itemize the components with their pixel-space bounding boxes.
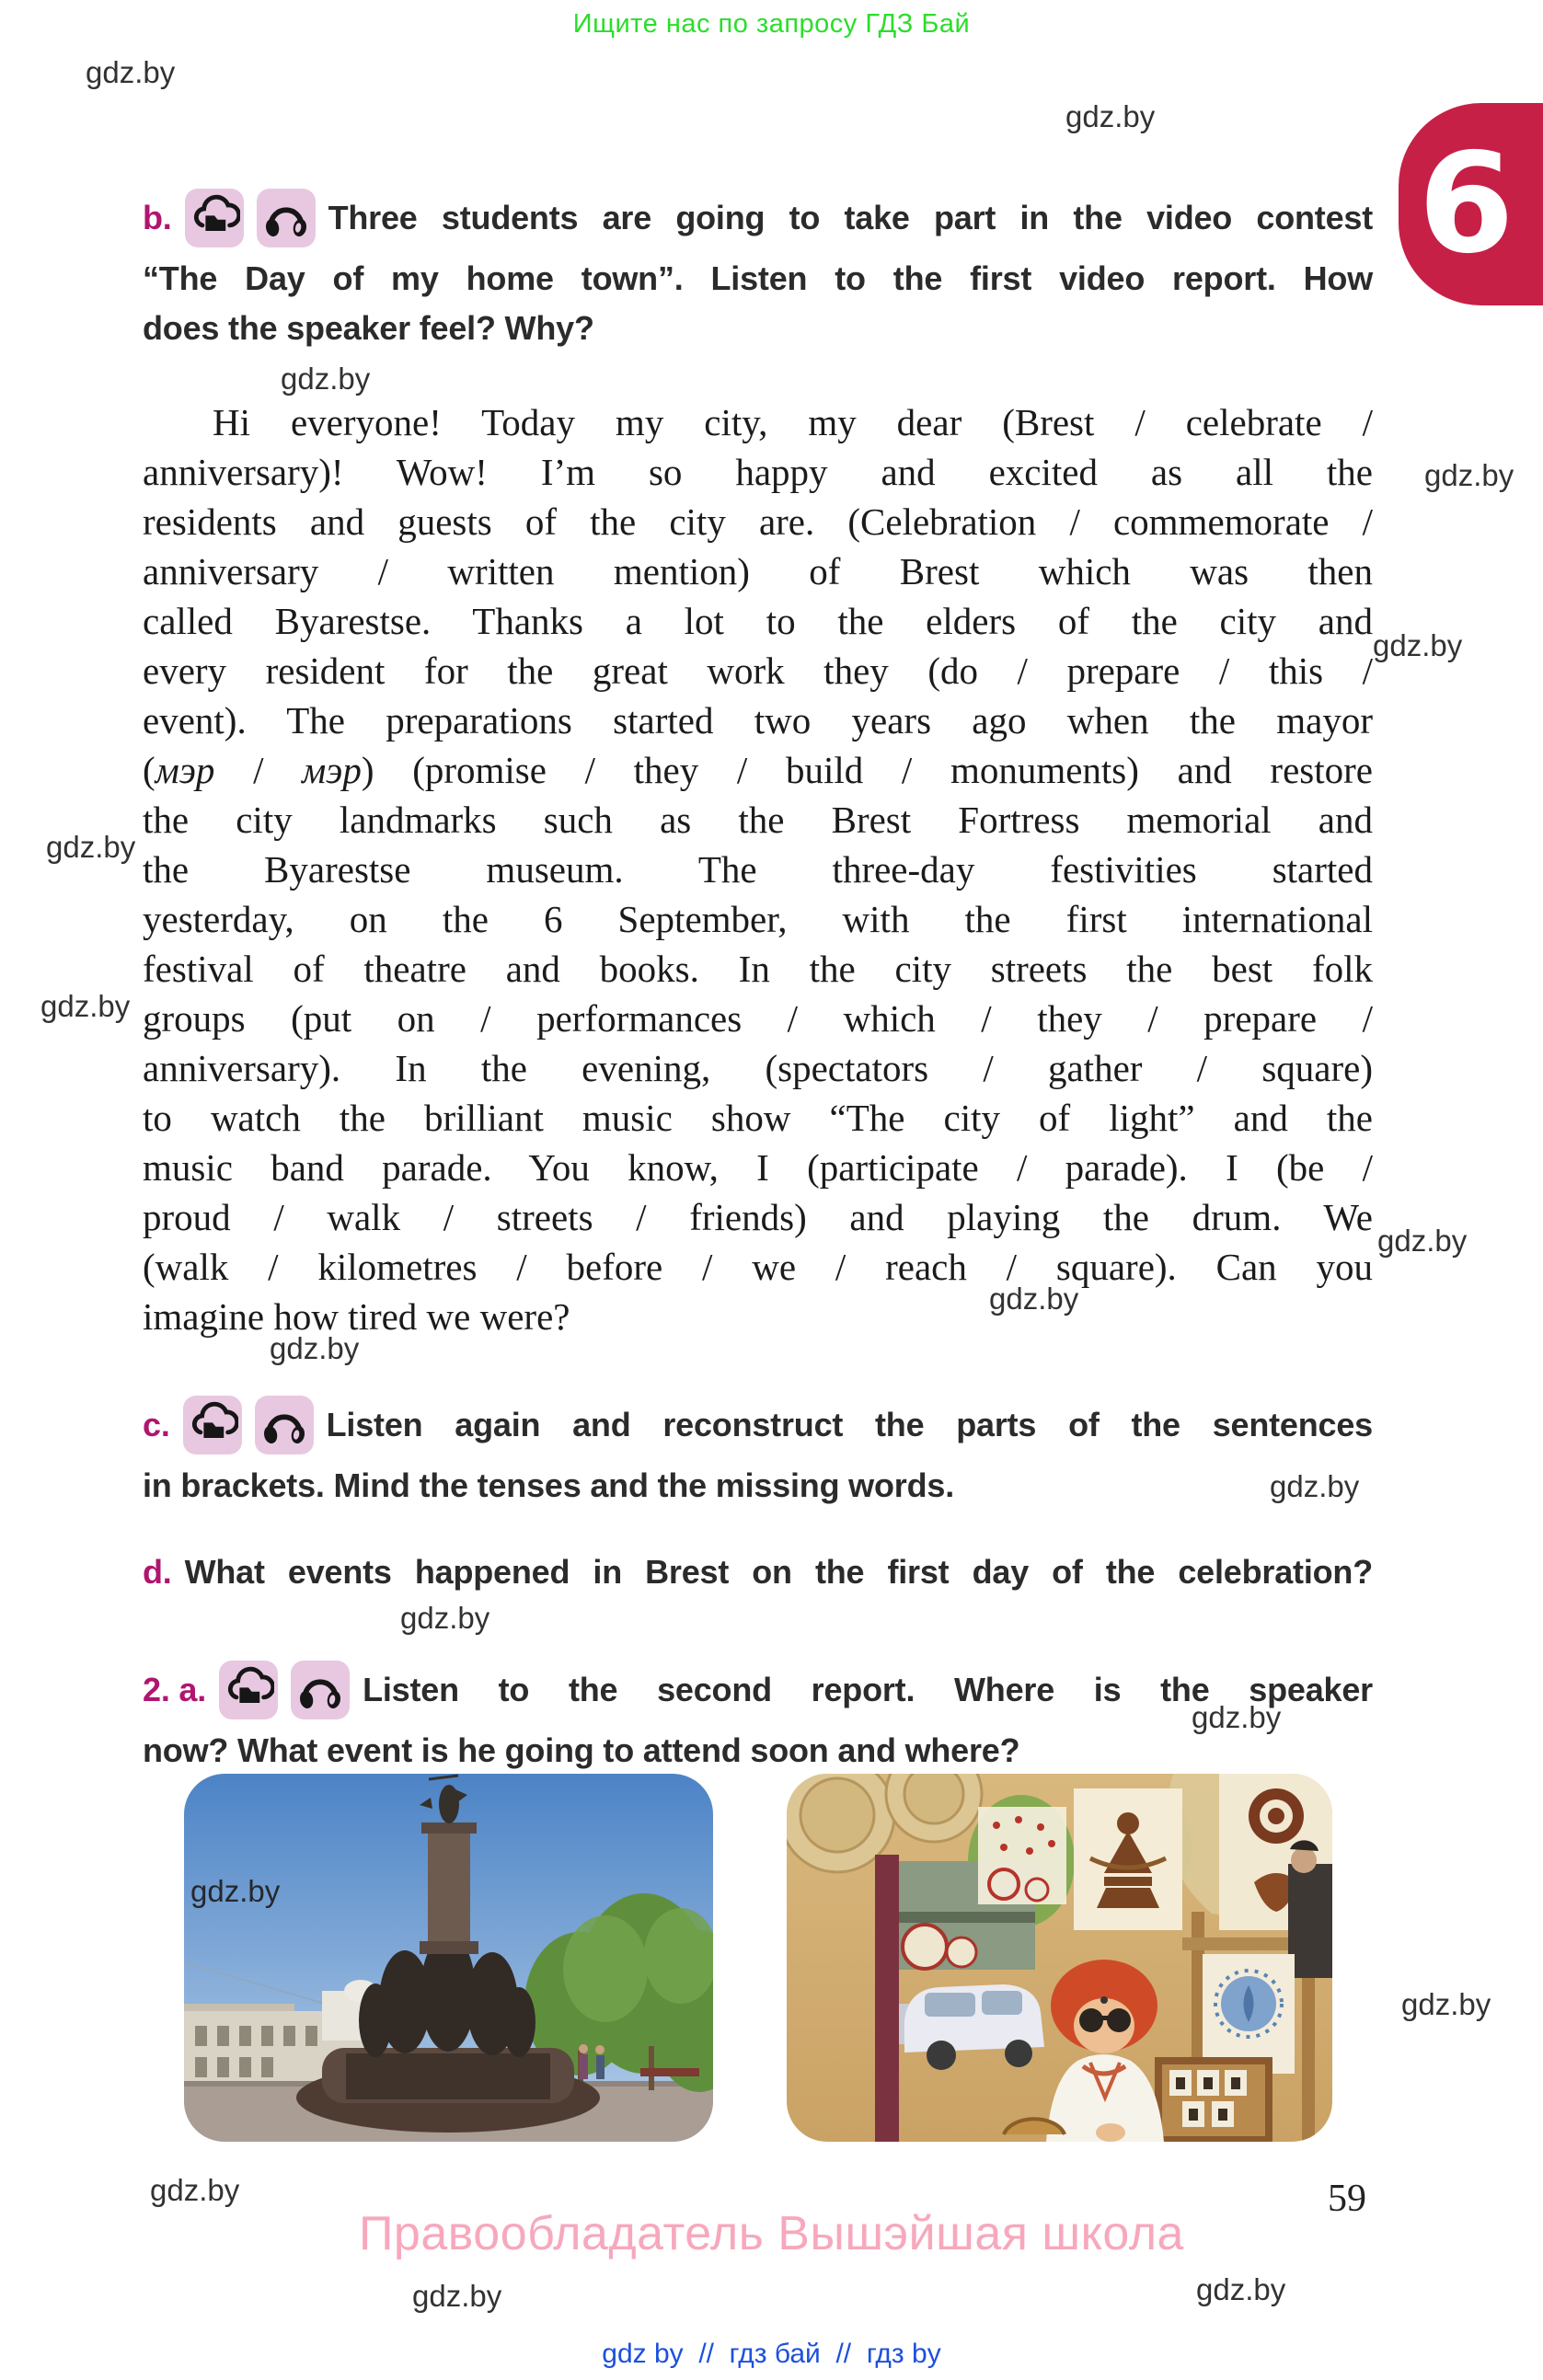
- exercise-2a-label: 2. a.: [143, 1671, 207, 1708]
- gdz-watermark: gdz.by: [86, 55, 176, 89]
- brest-monument-photo: [184, 1774, 713, 2142]
- listening-text-line: groups (put on / performances / which / they / prepare /: [143, 997, 1373, 1040]
- gdz-watermark: gdz.by: [412, 2279, 502, 2313]
- exercise-2a-header: [143, 1656, 1373, 1724]
- gdz-watermark: gdz.by: [40, 989, 131, 1023]
- search-banner: Ищите нас по запросу ГДЗ Бай: [572, 9, 971, 39]
- gdz-watermark: gdz.by: [400, 1601, 490, 1635]
- exercise-c-label: c.: [143, 1406, 170, 1443]
- gdz-watermark: gdz.by: [281, 362, 371, 396]
- craft-fair-photo: [787, 1774, 1332, 2142]
- listening-text-line: proud / walk / streets / friends) and playing the drum. We: [143, 1196, 1373, 1238]
- unit-number: 6: [1418, 124, 1514, 284]
- exercise-2a-text-line1: Listen to the second report. Where is the speaker: [363, 1671, 1373, 1708]
- cloud-folder-download-icon: [183, 1396, 242, 1454]
- page-number: 59: [1328, 2178, 1366, 2220]
- listening-text-line: residents and guests of the city are. (Celebration / commemorate /: [143, 500, 1373, 543]
- gdz-watermark: gdz.by: [1196, 2272, 1286, 2306]
- exercise-c-text-line1: Listen again and reconstruct the parts of the sentences: [326, 1406, 1373, 1443]
- listening-text-line: every resident for the great work they (do / prepare / this /: [143, 650, 1373, 692]
- listening-text-line: imagine how tired we were?: [143, 1295, 570, 1338]
- listening-text-line: the Byarestse museum. The three-day festivities started: [143, 848, 1373, 891]
- listening-text-line: anniversary / written mention) of Brest which was then: [143, 550, 1373, 592]
- exercise-d-text: What events happened in Brest on the first day of the celebration?: [184, 1553, 1373, 1591]
- exercise-2a: [143, 1656, 1373, 1774]
- gdz-watermark: gdz.by: [1373, 628, 1463, 662]
- gdz-watermark: gdz.by: [270, 1331, 360, 1365]
- gdz-watermark: gdz.by: [190, 1874, 281, 1908]
- exercise-d-header: [143, 1549, 1373, 1595]
- exercise-c: [143, 1391, 1373, 1509]
- listening-text-line: music band parade. You know, I (participate / parade). I (be /: [143, 1146, 1373, 1189]
- gdz-watermark: gdz.by: [1377, 1224, 1468, 1258]
- gdz-watermark: gdz.by: [989, 1282, 1079, 1316]
- cloud-folder-download-icon: [185, 189, 244, 247]
- headphones-icon: [291, 1661, 350, 1719]
- listening-text-line: to watch the brilliant music show “The city of light” and the: [143, 1097, 1373, 1139]
- copyright-line: Правообладатель Вышэйшая школа: [359, 2207, 1184, 2260]
- gdz-watermark: gdz.by: [1065, 99, 1156, 133]
- listening-text-line: called Byarestse. Thanks a lot to the elders of the city and: [143, 600, 1373, 642]
- listening-text-line: (walk / kilometres / before / we / reach / square). Can you: [143, 1246, 1373, 1288]
- listening-text-line: yesterday, on the 6 September, with the first international: [143, 898, 1373, 940]
- gdz-watermark: gdz.by: [46, 830, 136, 864]
- exercise-b-label: b.: [143, 199, 172, 236]
- exercise-c-text-line2: in brackets. Mind the tenses and the missing words.: [143, 1466, 954, 1504]
- gdz-watermark: gdz.by: [1270, 1469, 1360, 1503]
- headphones-icon: [255, 1396, 314, 1454]
- gdz-watermark: gdz.by: [1401, 1987, 1491, 2021]
- cloud-folder-download-icon: [219, 1661, 278, 1719]
- gdz-watermark: gdz.by: [1192, 1700, 1282, 1734]
- listening-text-line: anniversary)! Wow! I’m so happy and excited as all the: [143, 451, 1373, 493]
- exercise-b-header: [143, 184, 1373, 252]
- listening-text-line: festival of theatre and books. In the city streets the best folk: [143, 948, 1373, 990]
- exercise-d: [143, 1549, 1373, 1595]
- footer-links: gdz by // гдз бай // гдз by: [602, 2339, 941, 2369]
- exercise-b: [143, 184, 1373, 351]
- gdz-watermark: gdz.by: [1424, 458, 1514, 492]
- exercise-b-text-line3: does the speaker feel? Why?: [143, 309, 594, 347]
- exercise-c-header: [143, 1391, 1373, 1459]
- listening-text-line: (мэр / мэр) (promise / they / build / monuments) and restore: [143, 749, 1373, 791]
- headphones-icon: [257, 189, 316, 247]
- listening-text-line: event). The preparations started two years ago when the mayor: [143, 699, 1373, 742]
- exercise-d-label: d.: [143, 1553, 172, 1591]
- exercise-b-text-line2: “The Day of my home town”. Listen to the first video report. How: [143, 259, 1373, 297]
- gdz-watermark: gdz.by: [150, 2173, 240, 2207]
- listening-text-line: Hi everyone! Today my city, my dear (Brest / celebrate /: [213, 401, 1373, 443]
- listening-report-text: [143, 397, 1373, 1341]
- listening-text-line: the city landmarks such as the Brest Fortress memorial and: [143, 799, 1373, 841]
- exercise-2a-text-line2: now? What event is he going to attend soon and where?: [143, 1731, 1020, 1769]
- listening-text-line: anniversary). In the evening, (spectators / gather / square): [143, 1047, 1373, 1089]
- unit-number-badge: [1399, 103, 1543, 305]
- exercise-b-text-line1: Three students are going to take part in the video contest: [328, 199, 1373, 236]
